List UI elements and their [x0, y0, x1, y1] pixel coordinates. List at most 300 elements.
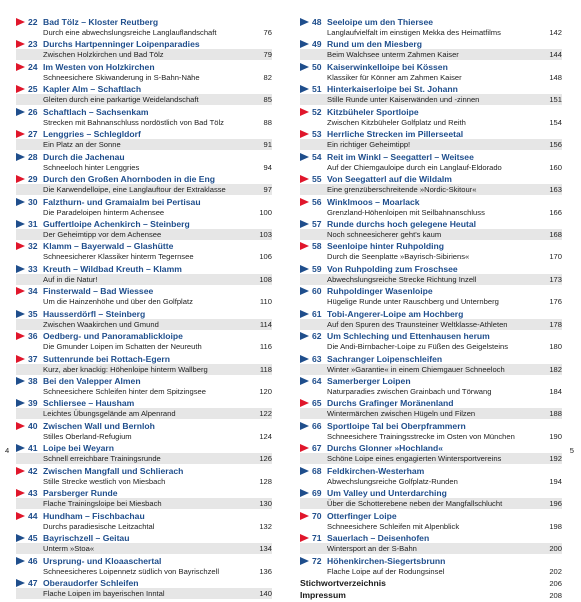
route-description: Um die Hainzenhöhe und über den Golfplatz	[43, 297, 193, 307]
route-description: Abwechslungsreiche Strecke Richtung Inzell	[327, 274, 477, 284]
route-number: 53	[312, 129, 322, 140]
route-description: Auf den Spuren des Traunsteiner Weltklasse-Athleten	[327, 319, 508, 329]
route-title: Hundham – Fischbachau	[43, 510, 145, 521]
toc-entry	[300, 129, 562, 151]
blue-flag-icon	[16, 220, 25, 228]
toc-entry-detail	[16, 184, 272, 195]
toc-entry-detail	[300, 453, 562, 464]
toc-entry	[16, 107, 272, 129]
route-number: 34	[28, 286, 38, 297]
route-title: Kreuth – Wildbad Kreuth – Klamm	[43, 263, 182, 274]
route-number: 29	[28, 174, 38, 185]
route-title: Zwischen Wall und Bernloh	[43, 420, 155, 431]
toc-entry	[16, 376, 272, 398]
blue-flag-icon	[300, 63, 309, 71]
toc-entry	[16, 241, 272, 263]
route-title: Im Westen von Holzkirchen	[43, 61, 155, 72]
blue-flag-icon	[16, 310, 25, 318]
extra-page-number: 208	[549, 590, 562, 600]
route-page-number: 163	[549, 185, 562, 195]
toc-entry	[300, 107, 562, 129]
toc-entry-detail	[300, 408, 562, 419]
route-page-number: 106	[259, 252, 272, 262]
route-description: Schneesichere Skiwanderung in S-Bahn-Nähe	[43, 72, 200, 82]
blue-flag-icon	[300, 287, 309, 295]
toc-entry-detail	[300, 117, 562, 128]
route-description: Zwischen Holzkirchen und Bad Tölz	[43, 50, 164, 60]
toc-entry	[16, 129, 272, 151]
route-number: 56	[312, 196, 322, 207]
toc-entry-detail	[300, 319, 562, 330]
route-page-number: 118	[259, 364, 272, 374]
red-flag-icon	[16, 512, 25, 520]
route-title: Durchs Hartpenninger Loipenparadies	[43, 39, 200, 50]
toc-entry-detail	[16, 94, 272, 105]
route-description: Flache Loipe auf der Rodungsinsel	[327, 566, 445, 576]
route-page-number: 202	[549, 566, 562, 576]
toc-entry-detail	[16, 72, 272, 83]
blue-flag-icon	[300, 489, 309, 497]
toc-extras	[300, 578, 562, 602]
toc-entry-detail	[16, 274, 272, 285]
route-number: 32	[28, 241, 38, 252]
route-description: Gleiten durch eine parkartige Weidelandschaft	[43, 95, 199, 105]
route-number: 71	[312, 533, 322, 544]
toc-extra-entry	[300, 590, 562, 602]
route-description: Flache Trainingsloipe bei Miesbach	[43, 499, 162, 509]
toc-entry	[300, 488, 562, 510]
route-description: Die Karwendelloipe, eine Langlauftour der Extraklasse	[43, 185, 226, 195]
toc-entry-detail	[16, 521, 272, 532]
toc-entry-detail	[300, 431, 562, 442]
route-number: 70	[312, 510, 322, 521]
blue-flag-icon	[300, 332, 309, 340]
route-description: Zwischen Kitzbüheler Golfplatz und Reith	[327, 117, 466, 127]
route-number: 43	[28, 488, 38, 499]
route-description: Durchs paradiesische Leitzachtal	[43, 521, 155, 531]
route-number: 47	[28, 577, 38, 588]
route-description: Durch die Seenplatte »Bayrisch-Sibiriens«	[327, 252, 470, 262]
toc-entry-detail	[16, 162, 272, 173]
route-number: 49	[312, 39, 322, 50]
route-number: 36	[28, 331, 38, 342]
red-flag-icon	[16, 489, 25, 497]
toc-entry	[16, 309, 272, 331]
toc-entry-detail	[16, 341, 272, 352]
toc-entry	[16, 219, 272, 241]
toc-entry	[300, 174, 562, 196]
blue-flag-icon	[300, 377, 309, 385]
route-description: Naturparadies zwischen Grainbach und Törwang	[327, 387, 492, 396]
route-title: Hausserdörfl – Steinberg	[43, 308, 146, 319]
toc-entry	[300, 219, 562, 241]
route-description: Auf der Chiemgauloipe durch ein Langlauf-Eldorado	[327, 162, 502, 172]
route-title: Zwischen Mangfall und Schlierach	[43, 465, 184, 476]
route-page-number: 156	[549, 140, 562, 150]
red-flag-icon	[16, 287, 25, 295]
route-title: Bayrischzell – Geitau	[43, 533, 130, 544]
route-page-number: 82	[263, 72, 272, 82]
route-number: 25	[28, 84, 38, 95]
toc-entry-detail	[16, 49, 272, 60]
route-title: Schaftlach – Sachsenkam	[43, 106, 149, 117]
route-description: Schnell erreichbare Trainingsrunde	[43, 454, 161, 464]
route-title: Falzthurn- und Gramaialm bei Pertisau	[43, 196, 201, 207]
red-flag-icon	[16, 467, 25, 475]
toc-entry-detail	[300, 296, 562, 307]
toc-entry-detail	[300, 476, 562, 487]
blue-flag-icon	[16, 153, 25, 161]
toc-entry-detail	[16, 453, 272, 464]
toc-entry	[300, 398, 562, 420]
route-page-number: 173	[549, 274, 562, 284]
route-page-number: 166	[549, 207, 562, 217]
toc-entry	[300, 556, 562, 578]
route-page-number: 130	[259, 499, 272, 509]
route-number: 38	[28, 376, 38, 386]
route-description: Strecken mit Bahnanschluss nordöstlich von Bad Tölz	[43, 117, 224, 127]
route-description: Die Andi-Birnbacher-Loipe zu Füßen des Geigelsteins	[327, 342, 509, 352]
route-description: Schöne Loipe eines engagierten Wintersportvereins	[327, 454, 502, 464]
route-page-number: 94	[263, 162, 272, 172]
route-description: Kurz, aber knackig: Höhenloipe hinterm Wallberg	[43, 364, 208, 374]
blue-flag-icon	[16, 265, 25, 273]
blue-flag-icon	[16, 579, 25, 587]
blue-flag-icon	[300, 422, 309, 430]
red-flag-icon	[300, 444, 309, 452]
route-description: Über die Schotterebene neben der Mangfallschlucht	[327, 499, 503, 509]
toc-entry	[16, 39, 272, 61]
route-description: Die Paradeloipen hinterm Achensee	[43, 207, 165, 217]
blue-flag-icon	[300, 220, 309, 228]
toc-entry	[300, 354, 562, 376]
toc-entry	[16, 466, 272, 488]
route-page-number: 126	[259, 454, 272, 464]
route-title: Ursprung- und Kloaaschertal	[43, 555, 162, 566]
route-number: 55	[312, 174, 322, 185]
route-description: Auf in die Natur!	[43, 274, 98, 284]
red-flag-icon	[16, 85, 25, 93]
red-flag-icon	[16, 63, 25, 71]
route-page-number: 97	[263, 185, 272, 195]
route-page-number: 122	[259, 409, 272, 419]
route-title: Bei den Valepper Almen	[43, 376, 141, 386]
toc-entry-detail	[300, 139, 562, 150]
route-number: 37	[28, 353, 38, 364]
route-page-number: 160	[549, 162, 562, 172]
route-page-number: 134	[259, 544, 272, 554]
route-description: Der Geheimtipp vor dem Achensee	[43, 229, 162, 239]
route-title: Winklmoos – Moarlack	[327, 196, 420, 207]
route-description: Ein Platz an der Sonne	[43, 140, 121, 150]
route-page-number: 76	[263, 28, 272, 37]
route-page-number: 196	[549, 499, 562, 509]
toc-entry	[300, 331, 562, 353]
route-page-number: 108	[259, 274, 272, 284]
route-page-number: 154	[549, 117, 562, 127]
blue-flag-icon	[300, 18, 309, 26]
toc-entry-detail	[300, 229, 562, 240]
route-description: Leichtes Übungsgelände am Alpenrand	[43, 409, 176, 419]
blue-flag-icon	[16, 557, 25, 565]
toc-entry	[300, 39, 562, 61]
toc-entry-detail	[16, 588, 272, 599]
toc-extra-entry	[300, 578, 562, 590]
route-page-number: 79	[263, 50, 272, 60]
toc-right-entries	[300, 17, 562, 578]
red-flag-icon	[16, 130, 25, 138]
route-page-number: 128	[259, 476, 272, 486]
route-number: 44	[28, 510, 38, 521]
toc-entry-detail	[16, 408, 272, 419]
red-flag-icon	[16, 242, 25, 250]
blue-flag-icon	[16, 444, 25, 452]
blue-flag-icon	[16, 108, 25, 116]
route-title: Von Seegatterl auf die Wildalm	[327, 174, 452, 185]
toc-entry-detail	[16, 543, 272, 554]
route-description: Schneeloch hinter Lenggries	[43, 162, 140, 172]
route-description: Noch schneesicherer geht's kaum	[327, 229, 442, 239]
route-number: 58	[312, 241, 322, 252]
route-page-number: 182	[549, 364, 562, 374]
route-title: Kitzbüheler Sportloipe	[327, 106, 419, 117]
toc-entry-detail	[16, 476, 272, 487]
route-number: 27	[28, 129, 38, 140]
blue-flag-icon	[300, 557, 309, 565]
toc-entry	[16, 578, 272, 600]
route-number: 41	[28, 443, 38, 454]
extra-page-number: 206	[549, 578, 562, 588]
toc-entry-detail	[300, 566, 562, 577]
red-flag-icon	[16, 355, 25, 363]
toc-entry	[300, 511, 562, 533]
toc-entry	[300, 84, 562, 106]
red-flag-icon	[300, 175, 309, 183]
route-page-number: 144	[549, 50, 562, 60]
route-title: Feldkirchen-Westerham	[327, 465, 425, 476]
route-description: Wintersport an der S-Bahn	[327, 544, 417, 554]
toc-entry-detail	[300, 162, 562, 173]
route-title: Sachranger Loipenschleifen	[327, 353, 443, 364]
toc-entry	[300, 466, 562, 488]
blue-flag-icon	[300, 310, 309, 318]
route-description: Die Gmunder Loipen im Schatten der Neureuth	[43, 342, 202, 352]
route-number: 54	[312, 151, 322, 162]
route-number: 30	[28, 196, 38, 207]
toc-entry-detail	[300, 184, 562, 195]
toc-entry-detail	[16, 229, 272, 240]
route-title: Seenloipe hinter Ruhpolding	[327, 241, 444, 252]
toc-entry	[16, 174, 272, 196]
toc-entry	[16, 62, 272, 84]
route-title: Bad Tölz – Kloster Reutberg	[43, 17, 159, 27]
toc-entry	[300, 17, 562, 39]
route-title: Herrliche Strecken im Pillerseetal	[327, 129, 464, 140]
toc-entry-detail	[16, 117, 272, 128]
blue-flag-icon	[16, 399, 25, 407]
route-number: 68	[312, 465, 322, 476]
route-title: Oberaudorfer Schleifen	[43, 577, 139, 588]
route-title: Sauerlach – Deisenhofen	[327, 533, 430, 544]
route-number: 52	[312, 106, 322, 117]
route-description: Ein richtiger Geheimtipp!	[327, 140, 411, 150]
route-page-number: 176	[549, 297, 562, 307]
toc-entry	[300, 376, 562, 398]
toc-entry-detail	[300, 72, 562, 83]
route-number: 66	[312, 420, 322, 431]
route-number: 45	[28, 533, 38, 544]
route-page-number: 184	[549, 387, 562, 396]
blue-flag-icon	[16, 377, 25, 385]
red-flag-icon	[16, 175, 25, 183]
route-title: Oedberg- und Panoramablickloipe	[43, 331, 183, 342]
route-page-number: 188	[549, 409, 562, 419]
route-description: Langlaufvielfalt im einstigen Mekka des Heimatfilms	[327, 28, 501, 37]
route-page-number: 120	[259, 387, 272, 396]
route-description: Eine grenzüberschreitende »Nordic-Skitour«	[327, 185, 477, 195]
toc-entry-detail	[300, 364, 562, 375]
toc-entry	[16, 197, 272, 219]
toc-entry	[16, 533, 272, 555]
red-flag-icon	[16, 18, 25, 26]
route-description: Schneesicheres Loipennetz südlich von Bayrischzell	[43, 566, 220, 576]
route-number: 60	[312, 286, 322, 297]
route-title: Von Ruhpolding zum Froschsee	[327, 263, 458, 274]
route-description: Hügelige Runde unter Rauschberg und Unternberg	[327, 297, 499, 307]
red-flag-icon	[300, 130, 309, 138]
red-flag-icon	[300, 534, 309, 542]
toc-entry-detail	[16, 296, 272, 307]
red-flag-icon	[16, 40, 25, 48]
toc-entry-detail	[300, 27, 562, 38]
blue-flag-icon	[16, 534, 25, 542]
toc-entry	[300, 152, 562, 174]
route-number: 67	[312, 443, 322, 454]
route-description: Flache Loipen im bayerischen Inntal	[43, 588, 165, 598]
route-page-number: 151	[549, 95, 562, 105]
route-title: Durchs Glonner »Hochland«	[327, 443, 444, 454]
toc-entry	[16, 286, 272, 308]
blue-flag-icon	[300, 355, 309, 363]
route-number: 62	[312, 331, 322, 342]
red-flag-icon	[300, 512, 309, 520]
toc-entry	[16, 264, 272, 286]
blue-flag-icon	[16, 198, 25, 206]
route-title: Durchs Grafinger Moränenland	[327, 398, 454, 409]
route-description: Schneesicherer Klassiker hinterm Tegernsee	[43, 252, 194, 262]
route-number: 23	[28, 39, 38, 50]
route-page-number: 142	[549, 28, 562, 37]
route-title: Kapler Alm – Schaftlach	[43, 84, 142, 95]
route-description: Schneesichere Trainingsstrecke im Osten von München	[327, 431, 515, 441]
toc-entry-detail	[16, 207, 272, 218]
toc-entry-detail	[300, 521, 562, 532]
route-page-number: 180	[549, 342, 562, 352]
route-page-number: 192	[549, 454, 562, 464]
route-number: 28	[28, 151, 38, 162]
route-page-number: 110	[259, 297, 272, 307]
toc-entry	[300, 309, 562, 331]
route-description: Schneesichere Schleifen hinter dem Spitzingsee	[43, 387, 206, 396]
route-page-number: 85	[263, 95, 272, 105]
blue-flag-icon	[300, 153, 309, 161]
route-description: Beim Walchsee unterm Zahmen Kaiser	[327, 50, 459, 60]
extra-title: Stichwortverzeichnis	[300, 577, 386, 588]
route-page-number: 194	[549, 476, 562, 486]
toc-entry-detail	[16, 498, 272, 509]
toc-entry	[300, 286, 562, 308]
toc-entry-detail	[300, 543, 562, 554]
route-description: Schneesichere Schleifen mit Alpenblick	[327, 521, 460, 531]
toc-entry	[16, 331, 272, 353]
route-description: Grenzland-Höhenloipen mit Seilbahnanschluss	[327, 207, 485, 217]
route-title: Durch die Jachenau	[43, 151, 125, 162]
route-description: Zwischen Waakirchen und Gmund	[43, 319, 159, 329]
toc-entry-detail	[16, 27, 272, 38]
route-page-number: 198	[549, 521, 562, 531]
toc-entry	[16, 84, 272, 106]
route-title: Um Schleching und Ettenhausen herum	[327, 331, 490, 342]
toc-entry	[16, 354, 272, 376]
extra-title: Impressum	[300, 589, 346, 600]
route-number: 69	[312, 488, 322, 499]
red-flag-icon	[300, 198, 309, 206]
route-page-number: 114	[259, 319, 272, 329]
route-number: 40	[28, 420, 38, 431]
toc-entry-detail	[16, 319, 272, 330]
route-page-number: 170	[549, 252, 562, 262]
route-page-number: 148	[549, 72, 562, 82]
route-page-number: 168	[549, 229, 562, 239]
blue-flag-icon	[300, 40, 309, 48]
route-description: Abwechslungsreiche Golfplatz-Runden	[327, 476, 458, 486]
route-title: Ruhpoldinger Wasenloipe	[327, 286, 433, 297]
toc-entry-detail	[300, 341, 562, 352]
toc-entry-detail	[300, 207, 562, 218]
toc-entry	[300, 241, 562, 263]
route-number: 35	[28, 308, 38, 319]
toc-entry-detail	[300, 274, 562, 285]
route-description: Klassiker für Könner am Zahmen Kaiser	[327, 72, 462, 82]
route-number: 48	[312, 17, 322, 27]
toc-entry-detail	[16, 431, 272, 442]
route-number: 63	[312, 353, 322, 364]
toc-entry	[16, 17, 272, 39]
toc-entry-detail	[16, 139, 272, 150]
route-description: Wintermärchen zwischen Hügeln und Filzen	[327, 409, 476, 419]
red-flag-icon	[300, 242, 309, 250]
toc-entry	[16, 152, 272, 174]
route-description: Unterm »Stoa«	[43, 544, 95, 554]
toc-entry-detail	[300, 49, 562, 60]
route-number: 39	[28, 398, 38, 409]
route-number: 33	[28, 263, 38, 274]
toc-entry	[16, 488, 272, 510]
red-flag-icon	[16, 332, 25, 340]
route-page-number: 100	[259, 207, 272, 217]
route-number: 42	[28, 465, 38, 476]
route-number: 57	[312, 218, 322, 229]
red-flag-icon	[300, 399, 309, 407]
route-page-number: 136	[259, 566, 272, 576]
route-number: 64	[312, 376, 322, 386]
red-flag-icon	[300, 108, 309, 116]
route-number: 22	[28, 17, 38, 27]
toc-entry-detail	[16, 566, 272, 577]
route-page-number: 88	[263, 117, 272, 127]
route-number: 24	[28, 61, 38, 72]
route-page-number: 200	[549, 544, 562, 554]
